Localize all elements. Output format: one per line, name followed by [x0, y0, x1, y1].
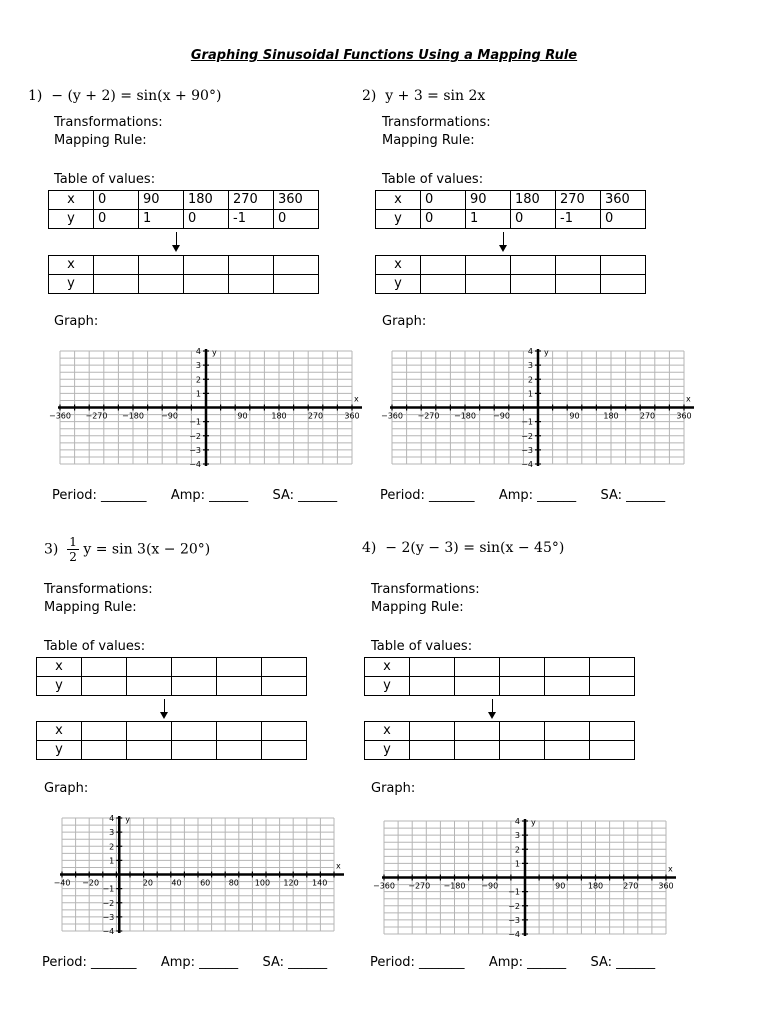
- problem-4-mapping-rule-label: Mapping Rule:: [371, 600, 464, 615]
- y-tick-label: 1: [195, 389, 201, 399]
- x-tick-label: 90: [555, 881, 566, 891]
- table-row: [49, 210, 319, 229]
- amp-blank[interactable]: Amp: ______: [488, 955, 567, 970]
- x-cell[interactable]: [217, 658, 262, 677]
- x-cell[interactable]: 270: [556, 191, 601, 210]
- problem-4-equation-text: − 2(y − 3) = sin(x − 45°): [385, 540, 565, 556]
- y-tick-label: −3: [189, 445, 201, 455]
- blank-cell[interactable]: [466, 275, 511, 294]
- y-header-cell: y: [365, 677, 410, 696]
- y-header-cell: y: [376, 275, 421, 294]
- table-row: [376, 210, 646, 229]
- table-row: [37, 741, 307, 760]
- blank-cell[interactable]: [421, 256, 466, 275]
- blank-cell[interactable]: [601, 275, 646, 294]
- y-tick-label: 4: [109, 814, 115, 823]
- x-tick-label: −180: [443, 881, 466, 891]
- problem-2-number: 2): [362, 88, 377, 104]
- blank-cell[interactable]: [601, 256, 646, 275]
- problem-1-table-label: Table of values:: [54, 172, 156, 187]
- x-tick-label: 360: [676, 411, 692, 421]
- x-tick-label: 20: [142, 878, 153, 888]
- x-tick-label: 270: [639, 411, 656, 421]
- y-tick-label: −2: [521, 431, 533, 441]
- problem-1-equation: [28, 88, 221, 104]
- x-tick-label: 270: [623, 881, 639, 891]
- y-cell[interactable]: [127, 677, 172, 696]
- blank-cell[interactable]: [410, 741, 455, 760]
- problem-4-graph-label: Graph:: [371, 781, 416, 796]
- table-row: [365, 722, 635, 741]
- x-header-cell: x: [376, 256, 421, 275]
- blank-cell[interactable]: [262, 741, 307, 760]
- x-cell[interactable]: 0: [94, 191, 139, 210]
- x-tick-label: 120: [283, 878, 299, 888]
- problem-1-number: 1): [28, 88, 43, 104]
- blank-cell[interactable]: [556, 256, 601, 275]
- x-tick-label: −20: [82, 878, 100, 888]
- problem-3-graph-label: Graph:: [44, 781, 89, 796]
- problem-2-transformations-label: Transformations:: [382, 115, 491, 130]
- x-header-cell: x: [49, 191, 94, 210]
- blank-cell[interactable]: [82, 722, 127, 741]
- blank-cell[interactable]: [590, 741, 635, 760]
- amp-blank[interactable]: Amp: ______: [160, 955, 239, 970]
- x-tick-label: 180: [603, 411, 619, 421]
- blank-cell[interactable]: [556, 275, 601, 294]
- y-tick-label: 1: [109, 856, 115, 866]
- y-tick-label: −3: [102, 912, 115, 922]
- problem-3-number: 3): [44, 541, 59, 558]
- x-tick-label: 90: [237, 411, 248, 421]
- problem-2-mapping-rule-label: Mapping Rule:: [382, 133, 475, 148]
- problem-2-table-label: Table of values:: [382, 172, 484, 187]
- period-blank[interactable]: Period: _______: [52, 488, 147, 503]
- table-row: [376, 256, 646, 275]
- blank-cell[interactable]: [94, 256, 139, 275]
- x-cell[interactable]: [590, 658, 635, 677]
- x-tick-label: 180: [271, 411, 287, 421]
- y-tick-label: 2: [514, 845, 520, 855]
- sa-blank[interactable]: SA: ______: [272, 488, 338, 503]
- blank-cell[interactable]: [184, 275, 229, 294]
- x-tick-label: 80: [228, 878, 239, 888]
- x-cell[interactable]: 90: [139, 191, 184, 210]
- x-cell[interactable]: 270: [229, 191, 274, 210]
- problem-1-mapping-rule-label: Mapping Rule:: [54, 133, 147, 148]
- problem-4-values-table: [364, 657, 635, 696]
- y-header-cell: y: [376, 210, 421, 229]
- blank-cell[interactable]: [262, 722, 307, 741]
- y-header-cell: y: [49, 275, 94, 294]
- amp-blank[interactable]: Amp: ______: [498, 488, 577, 503]
- problem-3-table-label: Table of values:: [44, 639, 146, 654]
- problem-3-fraction: $\frac{1}{2}$: [69, 535, 77, 564]
- x-tick-label: −270: [85, 411, 108, 421]
- x-tick-label: 140: [312, 878, 328, 888]
- blank-cell[interactable]: [217, 741, 262, 760]
- y-header-cell: y: [37, 677, 82, 696]
- x-header-cell: x: [365, 722, 410, 741]
- table-row: [49, 191, 319, 210]
- y-cell[interactable]: 0: [274, 210, 319, 229]
- problem-3-equation-text: y = sin 3(x − 20°): [83, 541, 211, 558]
- x-header-cell: x: [49, 256, 94, 275]
- x-header-cell: x: [37, 658, 82, 677]
- y-tick-label: 3: [514, 831, 520, 841]
- y-tick-label: −4: [102, 927, 115, 936]
- blank-cell[interactable]: [466, 256, 511, 275]
- table-row: [37, 677, 307, 696]
- x-cell[interactable]: [127, 658, 172, 677]
- y-header-cell: y: [37, 741, 82, 760]
- x-tick-label: −90: [481, 881, 499, 891]
- blank-cell[interactable]: [590, 722, 635, 741]
- y-cell[interactable]: [82, 677, 127, 696]
- y-tick-label: −2: [189, 431, 201, 441]
- table-row: [365, 741, 635, 760]
- problem-3-graph[interactable]: [53, 812, 348, 937]
- y-tick-label: −1: [508, 887, 520, 897]
- blank-cell[interactable]: [274, 256, 319, 275]
- x-tick-label: 90: [569, 411, 580, 421]
- x-cell[interactable]: 90: [466, 191, 511, 210]
- x-tick-label: −360: [373, 881, 395, 891]
- x-tick-label: −270: [417, 411, 440, 421]
- x-header-cell: x: [376, 191, 421, 210]
- blank-cell[interactable]: [500, 722, 545, 741]
- period-blank[interactable]: Period: _______: [370, 955, 465, 970]
- problem-2-mapped-table: [375, 255, 646, 294]
- problem-4-equation: [362, 540, 564, 556]
- x-axis-label: x: [668, 864, 673, 874]
- x-cell[interactable]: [172, 658, 217, 677]
- problem-3-equation: [44, 535, 210, 564]
- problem-1-transformations-label: Transformations:: [54, 115, 163, 130]
- problem-1-graph[interactable]: [49, 345, 366, 470]
- y-tick-label: 3: [109, 828, 115, 838]
- y-axis-label: y: [125, 815, 130, 824]
- y-cell[interactable]: [455, 677, 500, 696]
- problem-3-mapped-table: [36, 721, 307, 760]
- table-row: [49, 275, 319, 294]
- x-cell[interactable]: [455, 658, 500, 677]
- x-axis-label: x: [686, 394, 691, 404]
- y-tick-label: −1: [102, 884, 115, 894]
- problem-3-transformations-label: Transformations:: [44, 582, 153, 597]
- x-cell[interactable]: 180: [511, 191, 556, 210]
- y-cell[interactable]: 0: [421, 210, 466, 229]
- blank-cell[interactable]: [82, 741, 127, 760]
- y-cell[interactable]: 0: [184, 210, 229, 229]
- x-cell[interactable]: 360: [274, 191, 319, 210]
- period-blank[interactable]: Period: _______: [42, 955, 137, 970]
- table-row: [37, 658, 307, 677]
- x-tick-label: −90: [161, 411, 178, 421]
- y-tick-label: −3: [508, 915, 520, 925]
- x-tick-label: −360: [381, 411, 403, 421]
- blank-cell[interactable]: [421, 275, 466, 294]
- y-tick-label: −2: [102, 898, 115, 908]
- y-axis-label: y: [531, 818, 536, 827]
- problem-3-mapping-rule-label: Mapping Rule:: [44, 600, 137, 615]
- y-tick-label: 2: [109, 842, 115, 852]
- x-cell[interactable]: [545, 658, 590, 677]
- y-header-cell: y: [49, 210, 94, 229]
- problem-2-equation-text: y + 3 = sin 2x: [385, 88, 486, 104]
- problem-4-table-label: Table of values:: [371, 639, 473, 654]
- y-cell[interactable]: [217, 677, 262, 696]
- problem-1-graph-label: Graph:: [54, 314, 99, 329]
- sa-blank[interactable]: SA: ______: [590, 955, 656, 970]
- y-cell[interactable]: [172, 677, 217, 696]
- table-row: [49, 256, 319, 275]
- problem-1-values-table: [48, 190, 319, 229]
- problem-1-mapped-table: [48, 255, 319, 294]
- table-row: [365, 677, 635, 696]
- sa-blank[interactable]: SA: ______: [262, 955, 328, 970]
- x-tick-label: −180: [454, 411, 476, 421]
- sa-blank[interactable]: SA: ______: [600, 488, 666, 503]
- y-cell[interactable]: -1: [229, 210, 274, 229]
- x-tick-label: 180: [587, 881, 604, 891]
- blank-cell[interactable]: [455, 722, 500, 741]
- problem-4-answers: [370, 955, 655, 970]
- x-cell[interactable]: [262, 658, 307, 677]
- y-cell[interactable]: 0: [601, 210, 646, 229]
- y-tick-label: −1: [189, 417, 201, 427]
- x-tick-label: −180: [122, 411, 144, 421]
- problem-1-equation-text: − (y + 2) = sin(x + 90°): [51, 88, 222, 104]
- problem-2-graph[interactable]: [381, 345, 698, 470]
- blank-cell[interactable]: [139, 256, 184, 275]
- y-cell[interactable]: -1: [556, 210, 601, 229]
- worksheet-title: Graphing Sinusoidal Functions Using a Mapping Rule: [190, 48, 578, 63]
- y-tick-label: −2: [508, 901, 520, 911]
- x-tick-label: 360: [658, 881, 674, 891]
- blank-cell[interactable]: [217, 722, 262, 741]
- problem-4-transformations-label: Transformations:: [371, 582, 480, 597]
- table-row: [376, 275, 646, 294]
- x-axis-label: x: [336, 861, 341, 871]
- y-cell[interactable]: 0: [94, 210, 139, 229]
- x-cell[interactable]: 360: [601, 191, 646, 210]
- blank-cell[interactable]: [511, 256, 556, 275]
- problem-2-graph-label: Graph:: [382, 314, 427, 329]
- x-tick-label: −40: [53, 878, 71, 888]
- y-tick-label: 1: [527, 389, 533, 399]
- x-cell[interactable]: 180: [184, 191, 229, 210]
- x-header-cell: x: [37, 722, 82, 741]
- x-tick-label: −360: [49, 411, 71, 421]
- y-tick-label: −4: [508, 930, 520, 939]
- blank-cell[interactable]: [274, 275, 319, 294]
- problem-3-answers: [42, 955, 327, 970]
- x-tick-label: −270: [408, 881, 431, 891]
- blank-cell[interactable]: [229, 275, 274, 294]
- x-cell[interactable]: 0: [421, 191, 466, 210]
- blank-cell[interactable]: [545, 741, 590, 760]
- x-tick-label: 270: [307, 411, 324, 421]
- x-header-cell: x: [365, 658, 410, 677]
- y-cell[interactable]: 1: [466, 210, 511, 229]
- y-tick-label: −4: [189, 460, 201, 469]
- problem-4-graph[interactable]: [373, 815, 680, 940]
- table-row: [37, 722, 307, 741]
- blank-cell[interactable]: [545, 722, 590, 741]
- y-cell[interactable]: [590, 677, 635, 696]
- y-tick-label: 1: [514, 859, 520, 869]
- problem-4-mapped-table: [364, 721, 635, 760]
- y-cell[interactable]: [410, 677, 455, 696]
- x-tick-label: −90: [493, 411, 510, 421]
- blank-cell[interactable]: [184, 256, 229, 275]
- blank-cell[interactable]: [500, 741, 545, 760]
- y-tick-label: 3: [195, 361, 201, 371]
- problem-1-answers: [52, 488, 337, 503]
- problem-3-values-table: [36, 657, 307, 696]
- y-cell[interactable]: [545, 677, 590, 696]
- blank-cell[interactable]: [172, 722, 217, 741]
- x-cell[interactable]: [500, 658, 545, 677]
- blank-cell[interactable]: [229, 256, 274, 275]
- blank-cell[interactable]: [410, 722, 455, 741]
- table-row: [365, 658, 635, 677]
- y-tick-label: 2: [527, 375, 533, 385]
- y-tick-label: 2: [195, 375, 201, 385]
- y-cell[interactable]: [500, 677, 545, 696]
- y-tick-label: 4: [527, 347, 533, 356]
- x-cell[interactable]: [410, 658, 455, 677]
- blank-cell[interactable]: [139, 275, 184, 294]
- x-axis-label: x: [354, 394, 359, 404]
- y-cell[interactable]: 1: [139, 210, 184, 229]
- problem-2-values-table: [375, 190, 646, 229]
- table-row: [376, 191, 646, 210]
- blank-cell[interactable]: [455, 741, 500, 760]
- y-cell[interactable]: [262, 677, 307, 696]
- y-tick-label: −1: [521, 417, 533, 427]
- x-tick-label: 360: [344, 411, 360, 421]
- x-tick-label: 40: [171, 878, 182, 888]
- y-cell[interactable]: 0: [511, 210, 556, 229]
- problem-4-number: 4): [362, 540, 377, 556]
- y-tick-label: −4: [521, 460, 533, 469]
- period-blank[interactable]: Period: _______: [380, 488, 475, 503]
- problem-2-answers: [380, 488, 665, 503]
- y-tick-label: −3: [521, 445, 533, 455]
- y-tick-label: 3: [527, 361, 533, 371]
- x-cell[interactable]: [82, 658, 127, 677]
- y-header-cell: y: [365, 741, 410, 760]
- y-tick-label: 4: [514, 817, 520, 826]
- x-tick-label: 100: [254, 878, 271, 888]
- blank-cell[interactable]: [127, 741, 172, 760]
- x-tick-label: 60: [200, 878, 211, 888]
- y-axis-label: y: [212, 348, 217, 357]
- y-axis-label: y: [544, 348, 549, 357]
- blank-cell[interactable]: [94, 275, 139, 294]
- blank-cell[interactable]: [172, 741, 217, 760]
- y-tick-label: 4: [195, 347, 201, 356]
- blank-cell[interactable]: [127, 722, 172, 741]
- problem-2-equation: [362, 88, 485, 104]
- amp-blank[interactable]: Amp: ______: [170, 488, 249, 503]
- blank-cell[interactable]: [511, 275, 556, 294]
